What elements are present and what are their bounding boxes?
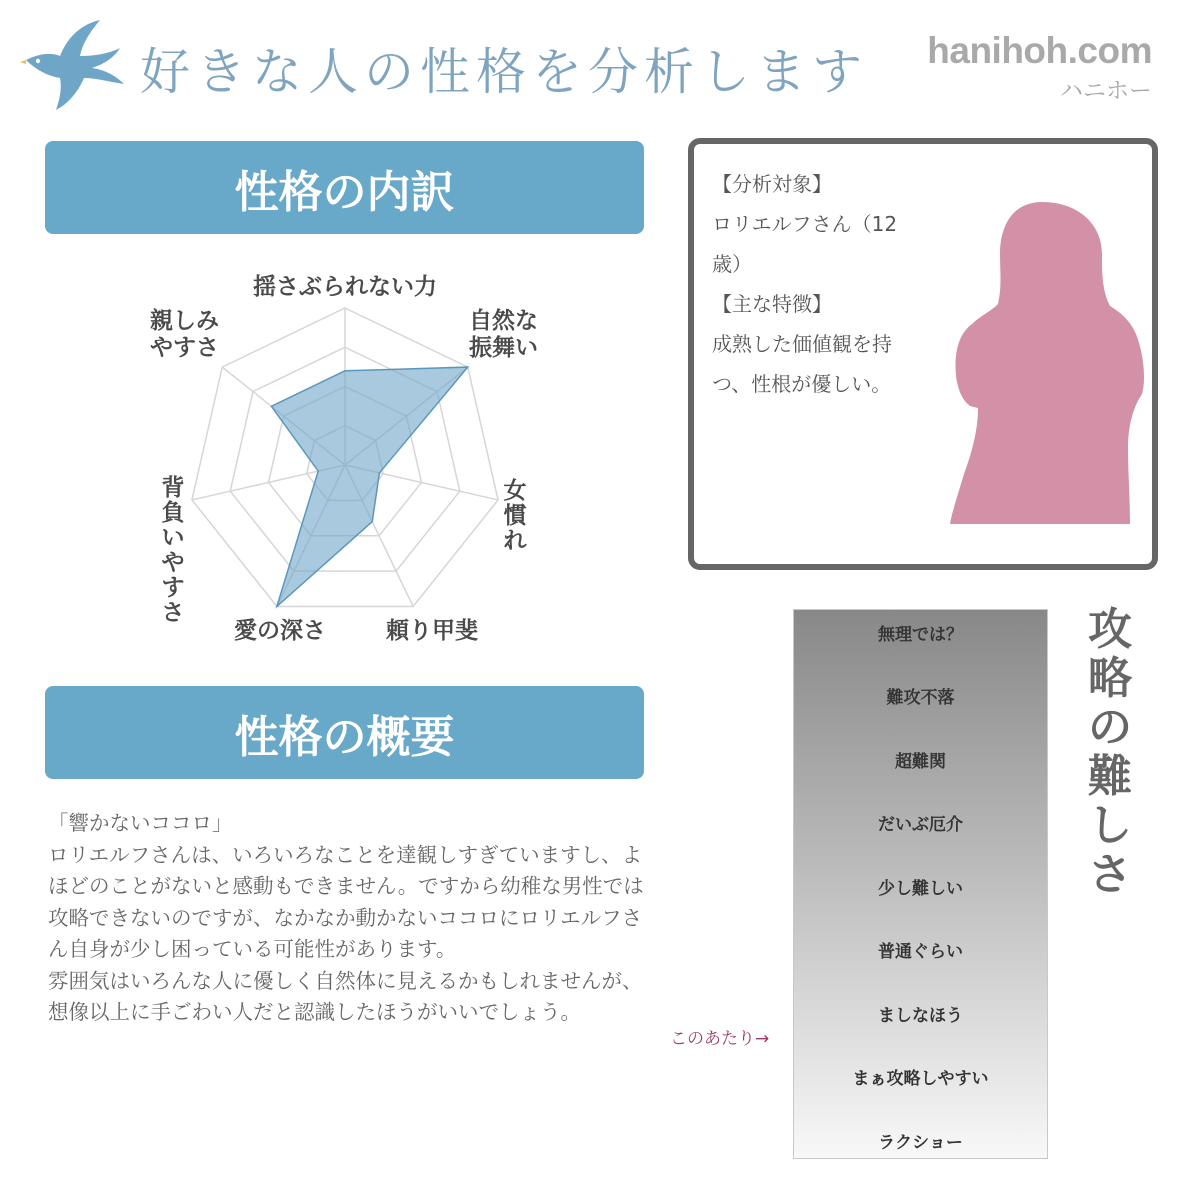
- difficulty-level-4: 少し難しい: [878, 879, 963, 899]
- difficulty-level-8: ラクショー: [878, 1133, 963, 1153]
- features-label: 【主な特徴】: [712, 292, 832, 316]
- features-value: 成熟した価値観を持つ、性根が優しい。: [712, 332, 892, 396]
- page-title: 好きな人の性格を分析します: [140, 43, 868, 101]
- axis-label-6: 親しみやすさ: [150, 308, 219, 361]
- section-title-overview: 性格の概要: [45, 686, 644, 779]
- brand-domain: hanihoh.com: [927, 30, 1152, 71]
- difficulty-level-6: ましなほう: [878, 1006, 963, 1026]
- section-title-breakdown: 性格の内訳: [45, 141, 644, 234]
- bird-icon: [20, 18, 125, 113]
- axis-label-1: 自然な振舞い: [469, 308, 538, 361]
- difficulty-heading-char: 難: [1088, 751, 1132, 802]
- difficulty-heading-char: 攻: [1088, 604, 1132, 655]
- overview-heading: 「響かないココロ」: [48, 811, 233, 835]
- target-label: 【分析対象】: [712, 172, 832, 196]
- radar-chart: [140, 265, 560, 660]
- difficulty-level-1: 難攻不落: [886, 688, 955, 708]
- overview-text: [48, 808, 648, 1029]
- axis-label-4: 愛の深さ: [234, 618, 326, 644]
- overview-body-2: 雰囲気はいろんな人に優しく自然体に見えるかもしれませんが、想像以上に手ごわい人だと認識したほうがいいでしょう。: [48, 968, 643, 1024]
- axis-label-5: 背負いやすさ: [161, 475, 185, 626]
- difficulty-scale: [793, 609, 1048, 1159]
- difficulty-level-2: 超難関: [895, 752, 946, 772]
- woman-silhouette-icon: [934, 194, 1144, 524]
- axis-label-0: 揺さぶられない力: [253, 274, 437, 300]
- difficulty-level-0: 無理では？: [878, 625, 963, 645]
- difficulty-heading-char: 略: [1088, 653, 1132, 704]
- overview-body: ロリエルフさんは、いろいろなことを達観しすぎていますし、よほどのことがないと感動もできません。ですから幼稚な男性では攻略できないのですが、なかなか動かないココロにロリエルフさん自身が少し困っている可能性があります。: [48, 842, 644, 961]
- axis-label-3: 頼り甲斐: [386, 618, 478, 644]
- difficulty-heading-char: し: [1088, 800, 1132, 851]
- brand-kana: ハニホー: [1060, 78, 1152, 104]
- level-indicator: このあたり→: [670, 1029, 770, 1049]
- difficulty-level-7: まぁ攻略しやすい: [852, 1069, 989, 1089]
- subject-info: [712, 164, 917, 404]
- difficulty-heading: [1082, 605, 1138, 899]
- subject-card: [688, 138, 1158, 570]
- difficulty-heading-char: の: [1088, 702, 1132, 753]
- difficulty-level-3: だいぶ厄介: [878, 815, 963, 835]
- difficulty-heading-char: さ: [1088, 849, 1132, 900]
- axis-label-2: 女慣れ: [503, 478, 527, 554]
- target-value: ロリエルフさん（12歳）: [712, 212, 898, 276]
- difficulty-level-5: 普通ぐらい: [878, 942, 963, 962]
